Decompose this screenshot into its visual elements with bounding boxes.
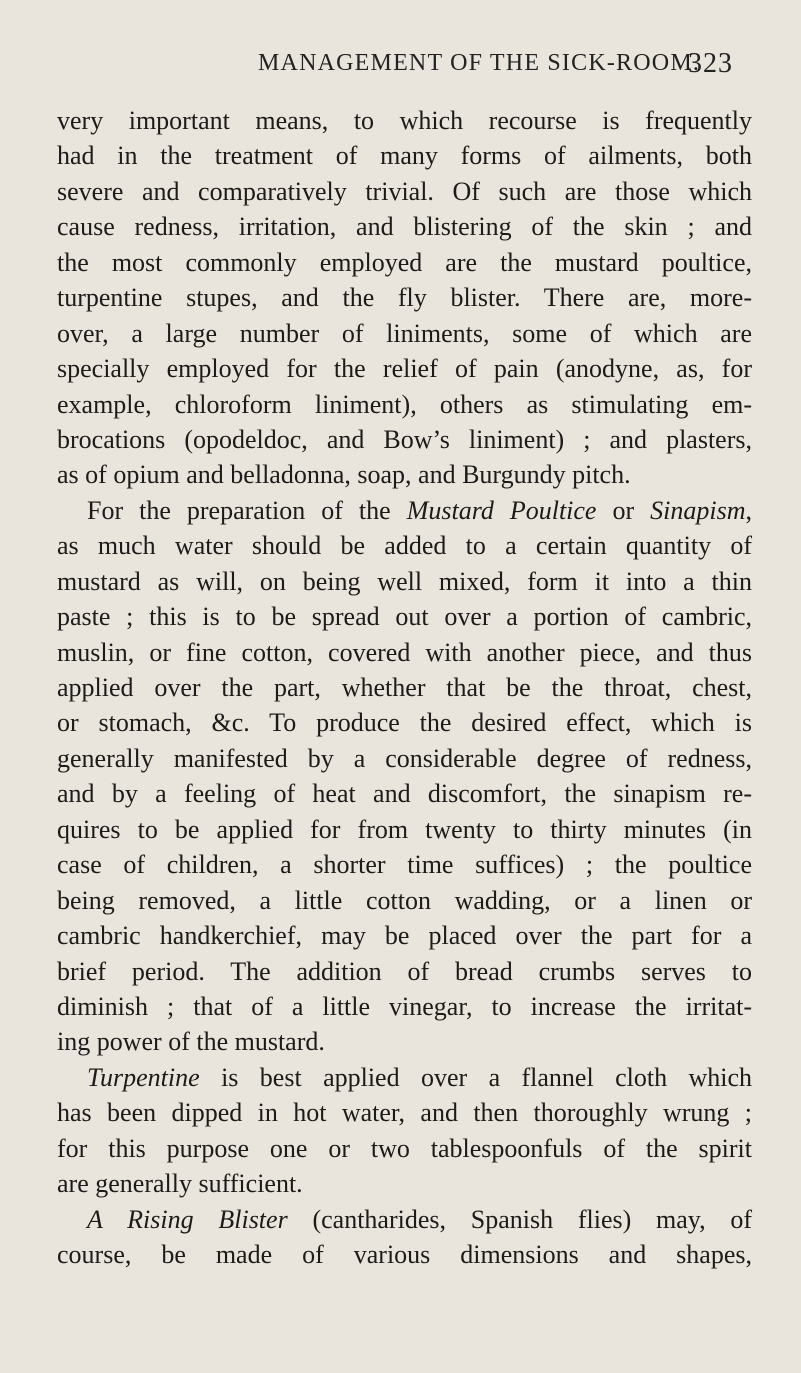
text-run: brief period. The addition of bread crumbs serves to — [57, 956, 752, 986]
text-line — [57, 103, 752, 138]
text-run: case of children, a shorter time suffices) ; the poultice — [57, 850, 752, 880]
text-line — [57, 245, 752, 280]
text-run: quires to be applied for from twenty to thirty minutes (in — [57, 814, 752, 844]
text-line — [57, 918, 752, 953]
text-run: has been dipped in hot water, and then thoroughly wrung ; — [57, 1098, 752, 1128]
text-run: brocations (opodeldoc, and Bow’s liniment) ; and plasters, — [57, 424, 752, 454]
text-run: turpentine stupes, and the fly blister. There are, more- — [57, 283, 752, 313]
text-line — [57, 209, 752, 244]
text-run: as much water should be added to a certain quantity of — [57, 531, 752, 561]
text-line — [57, 776, 752, 811]
text-run: cause redness, irritation, and blistering of the skin ; and — [57, 212, 752, 242]
text-line — [57, 705, 752, 740]
text-run: (cantharides, Spanish flies) may, of — [287, 1204, 752, 1234]
text-run: or — [596, 495, 651, 525]
text-run: as of opium and belladonna, soap, and Burgundy pitch. — [57, 460, 631, 490]
text-line — [57, 670, 752, 705]
text-run: and by a feeling of heat and discomfort, the sinapism re- — [57, 779, 752, 809]
text-line — [57, 316, 752, 351]
text-line — [57, 847, 752, 882]
text-line — [57, 1202, 752, 1237]
text-line — [57, 599, 752, 634]
text-line — [57, 989, 752, 1024]
text-run: cambric handkerchief, may be placed over the part for a — [57, 921, 752, 951]
text-run: are generally sufficient. — [57, 1169, 303, 1199]
text-line — [57, 280, 752, 315]
text-run: mustard as will, on being well mixed, form it into a thin — [57, 566, 752, 596]
italic-term: Sinapism — [650, 495, 746, 525]
text-run: specially employed for the relief of pain (anodyne, as, for — [57, 354, 752, 384]
running-title: MANAGEMENT OF THE SICK-ROOM. — [258, 50, 701, 76]
text-run: For the preparation of the — [87, 495, 407, 525]
italic-term: A Rising Blister — [87, 1204, 288, 1234]
text-run: , — [745, 495, 752, 525]
text-line — [57, 1095, 752, 1130]
text-run: the most commonly employed are the mustard poultice, — [57, 247, 752, 277]
text-run: over, a large number of liniments, some of which are — [57, 318, 752, 348]
text-line — [57, 1024, 752, 1059]
text-run: ing power of the mustard. — [57, 1027, 325, 1057]
text-line — [57, 883, 752, 918]
text-run: severe and comparatively trivial. Of such are those which — [57, 176, 752, 206]
text-line — [57, 528, 752, 563]
text-line — [57, 635, 752, 670]
text-line — [57, 422, 752, 457]
italic-term: Mustard Poultice — [406, 495, 597, 525]
text-line — [57, 387, 752, 422]
text-line — [57, 1237, 752, 1272]
text-run: had in the treatment of many forms of ailments, both — [57, 141, 752, 171]
text-run: paste ; this is to be spread out over a portion of cambric, — [57, 602, 752, 632]
text-run: generally manifested by a considerable degree of redness, — [57, 743, 752, 773]
text-line — [57, 174, 752, 209]
text-run: or stomach, &c. To produce the desired effect, which is — [57, 708, 752, 738]
body-text — [57, 103, 752, 1272]
text-run: muslin, or fine cotton, covered with another piece, and thus — [57, 637, 752, 667]
text-line — [57, 351, 752, 386]
text-line — [57, 1060, 752, 1095]
text-run: diminish ; that of a little vinegar, to increase the irritat- — [57, 991, 752, 1021]
text-line — [57, 954, 752, 989]
text-run: very important means, to which recourse is frequently — [57, 106, 752, 135]
text-line — [57, 564, 752, 599]
text-line — [57, 493, 752, 528]
page-number: 323 — [688, 48, 733, 79]
text-line — [57, 812, 752, 847]
text-line — [57, 457, 752, 492]
italic-term: Turpentine — [87, 1062, 200, 1092]
text-line — [57, 741, 752, 776]
text-run: being removed, a little cotton wadding, or a linen or — [57, 885, 752, 915]
text-line — [57, 138, 752, 173]
text-run: for this purpose one or two tablespoonfuls of the spirit — [57, 1133, 752, 1163]
text-run: is best applied over a flannel cloth which — [199, 1062, 752, 1092]
text-run: example, chloroform liniment), others as stimulating em- — [57, 389, 752, 419]
text-line — [57, 1166, 752, 1201]
text-run: course, be made of various dimensions and shapes, — [57, 1240, 752, 1269]
text-line — [57, 1131, 752, 1166]
text-run: applied over the part, whether that be the throat, chest, — [57, 673, 752, 702]
